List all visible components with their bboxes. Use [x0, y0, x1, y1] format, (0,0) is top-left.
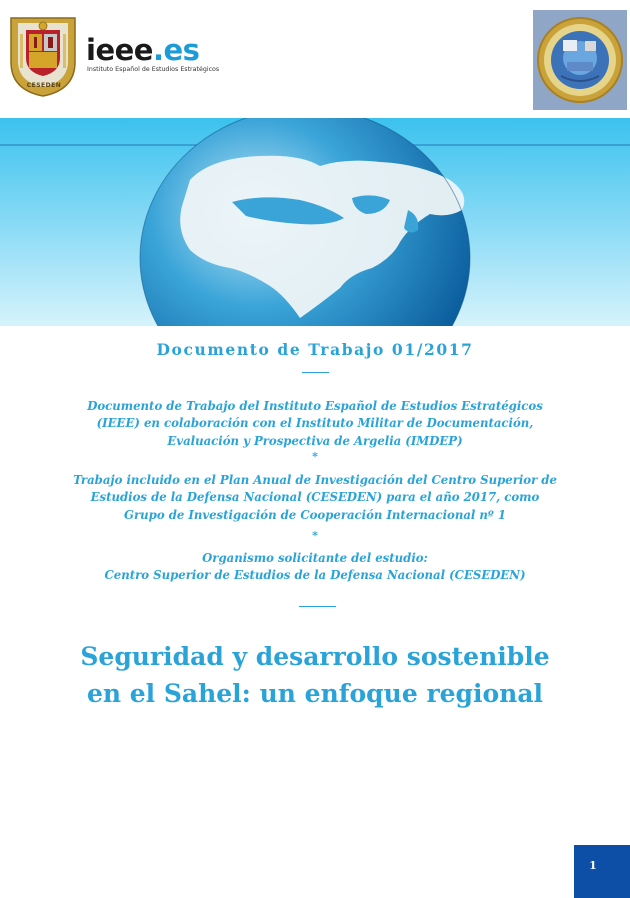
requesting-body-name: Centro Superior de Estudios de la Defensa Nacional (CESEDEN): [104, 568, 526, 583]
ceseden-logo-text: CESEDEN: [26, 82, 62, 89]
requesting-body-label: Organismo solicitante del estudio:: [202, 551, 428, 565]
separator-star: *: [312, 529, 318, 542]
requesting-body-paragraph: [70, 550, 560, 585]
collaboration-paragraph: Documento de Trabajo del Instituto Español de Estudios Estratégicos (IEEE) en colaboración con el Instituto Militar de Documentación, Evaluación y Prospectiva de Argelia (IMDEP): [87, 399, 543, 448]
globe-banner: [0, 118, 630, 326]
ieee-logo: [86, 33, 220, 78]
document-title: Documento de Trabajo 01/2017: [156, 340, 474, 359]
separator-star: *: [312, 450, 318, 463]
page-number-box: [574, 845, 630, 898]
imdep-seal-icon: [533, 10, 627, 110]
page-number: 1: [589, 859, 597, 872]
section-divider: [299, 606, 336, 607]
ieee-wordmark: ieee.es: [86, 33, 200, 67]
ieee-tagline: Instituto Español de Estudios Estratégicos: [87, 66, 220, 73]
research-plan-paragraph: Trabajo incluido en el Plan Anual de Investigación del Centro Superior de Estudios de la Defensa Nacional (CESEDEN) para el año 2017, como Grupo de Investigación de Cooperación Internacional nº 1: [73, 473, 557, 522]
title-divider: [302, 372, 329, 373]
main-title: Seguridad y desarrollo sostenible en el Sahel: un enfoque regional: [80, 642, 550, 708]
